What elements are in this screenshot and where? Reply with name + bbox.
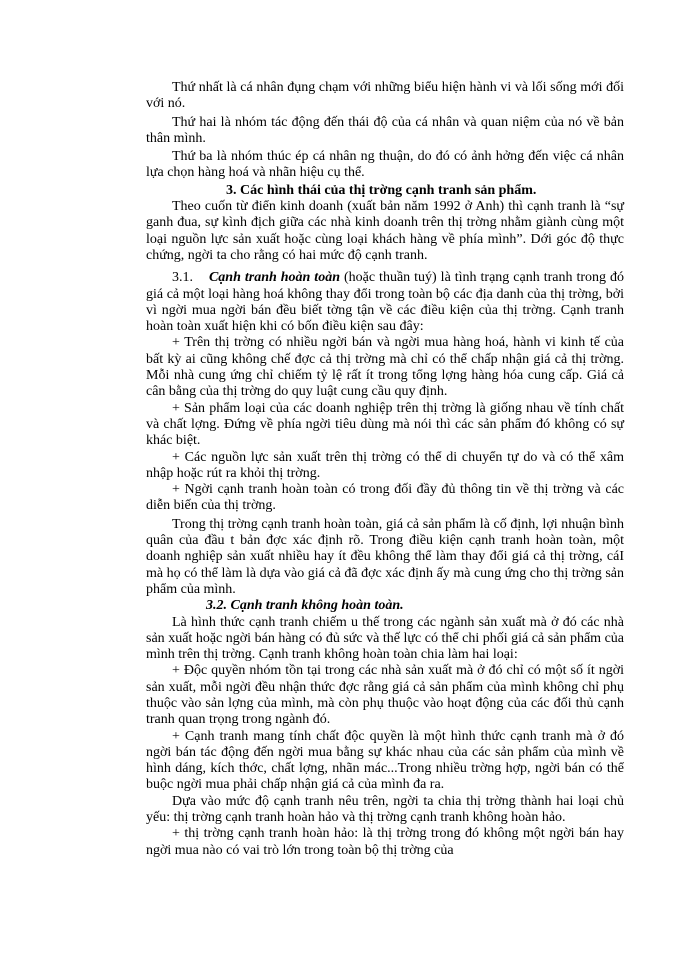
paragraph-13: + Cạnh tranh mang tính chất độc quyền là một hình thức cạnh tranh mà ở đó ngời bán tác động đến ngời mua bằng sự khác nhau của các sản phẩm của mình về hình dáng, kích thớc, chất lợng, nhãn mác...Trong nhiều trờng hợp, ngời bán có thể buộc ngời mua phải chấp nhận giá cả của mình đa ra.: [146, 728, 624, 793]
paragraph-9: + Ngời cạnh tranh hoàn toàn có trong đối đầy đủ thông tin về thị trờng và các diễn biến của thị trờng.: [146, 482, 624, 514]
section-heading-3: 3. Các hình thái của thị trờng cạnh tranh sản phẩm.: [226, 182, 537, 198]
term-perfect-competition: Cạnh tranh hoàn toàn: [208, 270, 340, 286]
subsection-heading-3-2: 3.2. Cạnh tranh không hoàn toàn.: [206, 598, 404, 614]
paragraph-15: + thị trờng cạnh tranh hoàn hảo: là thị trờng trong đó không một ngời bán hay ngời mua nào có vai trò lớn trong toàn bộ thị trờng của: [146, 826, 624, 858]
paragraph-11: Là hình thức cạnh tranh chiếm u thế trong các ngành sản xuất mà ở đó các nhà sản xuất hoặc ngời bán hàng có đủ sức và thế lực có thể chi phối giá cả sản phẩm của mình trên thị trờng. Cạnh tranh không hoàn toàn chia làm hai loại:: [146, 614, 624, 663]
paragraph-7: + Sản phẩm loại của các doanh nghiệp trên thị trờng là giống nhau về tính chất và chất lợng. Đứng về phía ngời tiêu dùng mà nói thì các sản phẩm đó không có sự khác biệt.: [146, 400, 624, 449]
paragraph-4: Theo cuốn từ điển kinh doanh (xuất bản năm 1992 ở Anh) thì cạnh tranh là “sự ganh đua, sự kình địch giữa các nhà kinh doanh trên thị trờng nhằm giành cùng một loại nguồn lực sản xuất hoặc cùng loại khách hàng về phía mình”. Dới góc độ thực chứng, ngời ta cho rằng có hai mức độ cạnh tranh.: [146, 199, 624, 263]
paragraph-10: Trong thị trờng cạnh tranh hoàn toàn, giá cả sản phẩm là cố định, lợi nhuận bình quân của đầu t bản đợc xác định rõ. Trong điều kiện cạnh tranh hoàn toàn, một doanh nghiệp sản xuất nhiều hay ít đều không thể làm thay đổi giá cả thị trờng, cáI mà họ có thể làm là dựa vào giá cả đã đợc xác định ấy mà cung ứng cho thị trờng sản phẩm của mình.: [146, 516, 624, 597]
paragraph-5: [146, 270, 624, 335]
paragraph-5-rest: (hoặc thuần tuý) là tình trạng cạnh tranh trong đó giá cả một loại hàng hoá không thay đổi trong toàn bộ các địa danh của thị trờng, bởi vì ngời mua ngời bán đều biết tờng tận về các điều kiện của thị trờng. Cạnh tranh hoàn toàn xuất hiện khi có bốn điều kiện sau đây:: [146, 270, 624, 335]
paragraph-2: Thứ hai là nhóm tác động đến thái độ của cá nhân và quan niệm của nó về bản thân mình.: [146, 114, 624, 146]
paragraph-6: + Trên thị trờng có nhiều ngời bán và ngời mua hàng hoá, hành vi kinh tế của bất kỳ ai cũng không chế đợc cả thị trờng mà chỉ có thể chấp nhận giá cả thị trờng. Mỗi nhà cung ứng chỉ chiếm tỷ lệ rất ít trong tổng lợng hàng hóa cung cấp. Giá cả cân bằng của thị trờng do quy luật cung cầu quy định.: [146, 335, 624, 400]
paragraph-3: Thứ ba là nhóm thúc ép cá nhân ng thuận, do đó có ảnh hởng đến việc cá nhân lựa chọn hàng hoá và nhãn hiệu cụ thể.: [146, 149, 624, 181]
paragraph-12: + Độc quyền nhóm tồn tại trong các nhà sản xuất mà ở đó chỉ có một số ít ngời sản xuất, mỗi ngời đều nhận thức đợc rằng giá cả sản phẩm của mình không chỉ phụ thuộc vào sản lợng của mình, mà còn phụ thuộc vào hoạt động của các đối thủ cạnh tranh quan trọng trong ngành đó.: [146, 663, 624, 728]
paragraph-1: Thứ nhất là cá nhân đụng chạm với những biểu hiện hành vi và lối sống mới đối với nó.: [146, 80, 624, 112]
document-body: [146, 80, 624, 859]
paragraph-8: + Các nguồn lực sản xuất trên thị trờng có thể di chuyển tự do và có thể xâm nhập hoặc rút ra khỏi thị trờng.: [146, 449, 624, 481]
subsection-number-3-1: 3.1.: [172, 270, 193, 286]
paragraph-14: Dựa vào mức độ cạnh tranh nêu trên, ngời ta chia thị trờng thành hai loại chủ yếu: thị trờng cạnh tranh hoàn hảo và thị trờng cạnh tranh không hoàn hảo.: [146, 793, 624, 826]
